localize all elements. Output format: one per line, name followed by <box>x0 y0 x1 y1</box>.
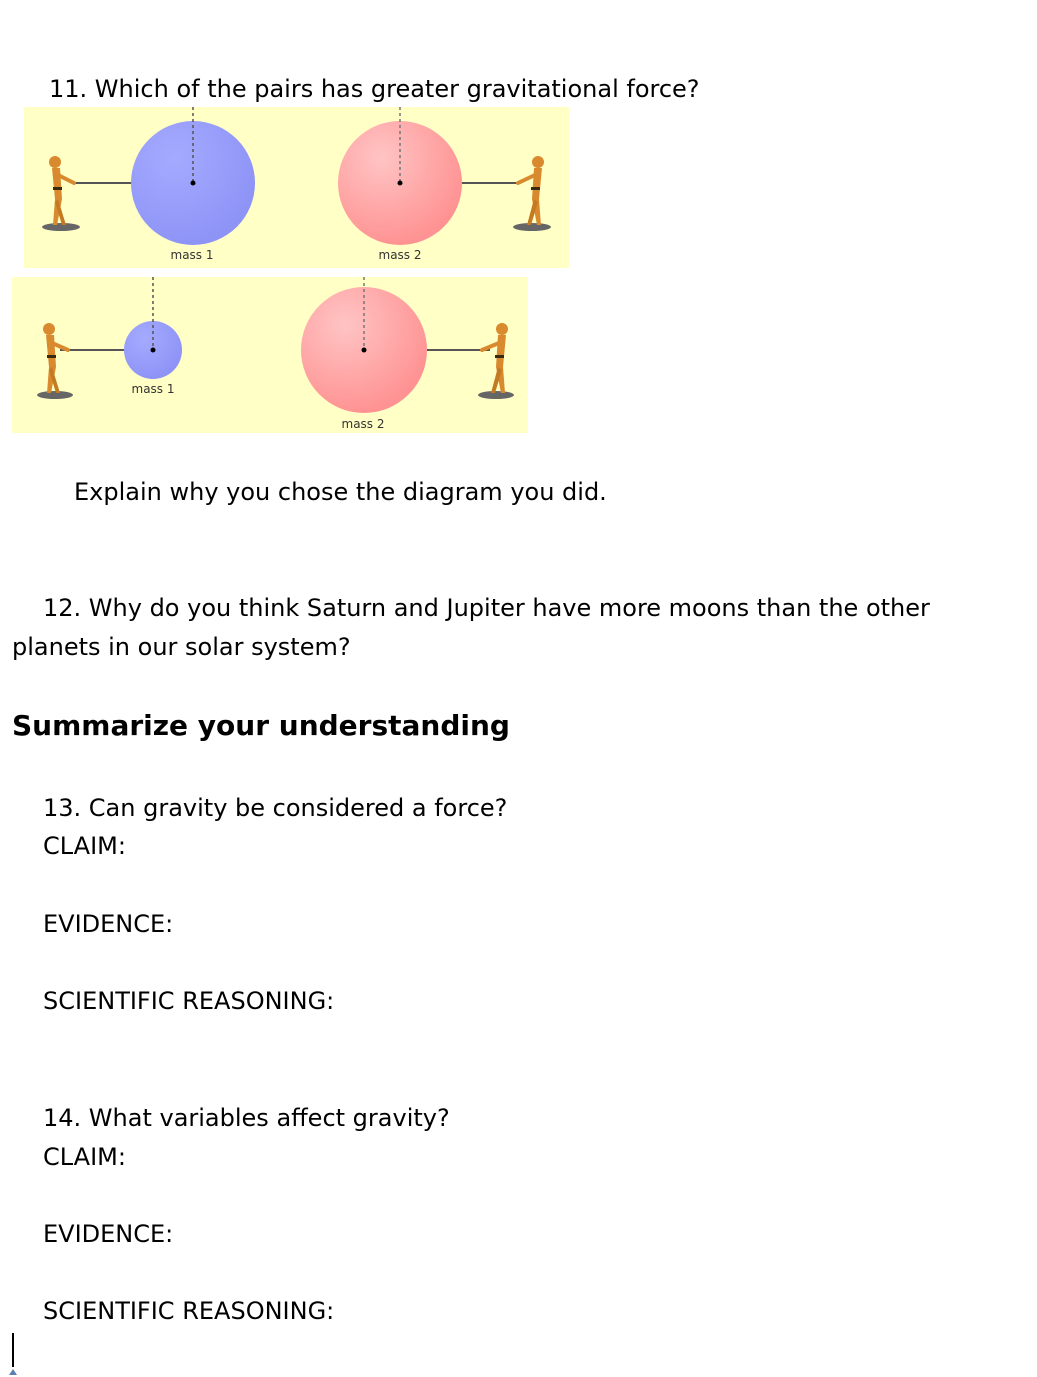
mass-2-label: mass 2 <box>341 417 385 431</box>
question-12-line2: planets in our solar system? <box>12 633 351 661</box>
mass-1-label: mass 1 <box>170 248 214 262</box>
q14-reasoning-label: SCIENTIFIC REASONING: <box>43 1297 335 1325</box>
diagram-equal-masses <box>24 107 569 268</box>
puller-figure-left <box>37 323 73 399</box>
diagram-unequal-masses <box>12 277 528 433</box>
question-12-line1: 12. Why do you think Saturn and Jupiter have more moons than the other <box>43 594 930 622</box>
q13-evidence-label: EVIDENCE: <box>43 910 174 938</box>
puller-figure-left <box>42 156 80 231</box>
question-14: 14. What variables affect gravity? <box>43 1104 450 1132</box>
caret-marker-icon <box>9 1369 17 1375</box>
question-13: 13. Can gravity be considered a force? <box>43 794 508 822</box>
mass-2-label: mass 2 <box>378 248 422 262</box>
text-cursor[interactable] <box>12 1333 14 1367</box>
q14-evidence-label: EVIDENCE: <box>43 1220 174 1248</box>
q13-claim-label: CLAIM: <box>43 832 126 860</box>
puller-figure-right <box>478 323 514 399</box>
q14-claim-label: CLAIM: <box>43 1143 126 1171</box>
mass-1-label: mass 1 <box>131 382 175 396</box>
q13-reasoning-label: SCIENTIFIC REASONING: <box>43 987 335 1015</box>
puller-figure-right <box>513 156 551 231</box>
explain-prompt: Explain why you chose the diagram you did. <box>74 478 607 506</box>
summary-heading: Summarize your understanding <box>12 709 510 742</box>
question-11: 11. Which of the pairs has greater gravitational force? <box>49 75 700 103</box>
